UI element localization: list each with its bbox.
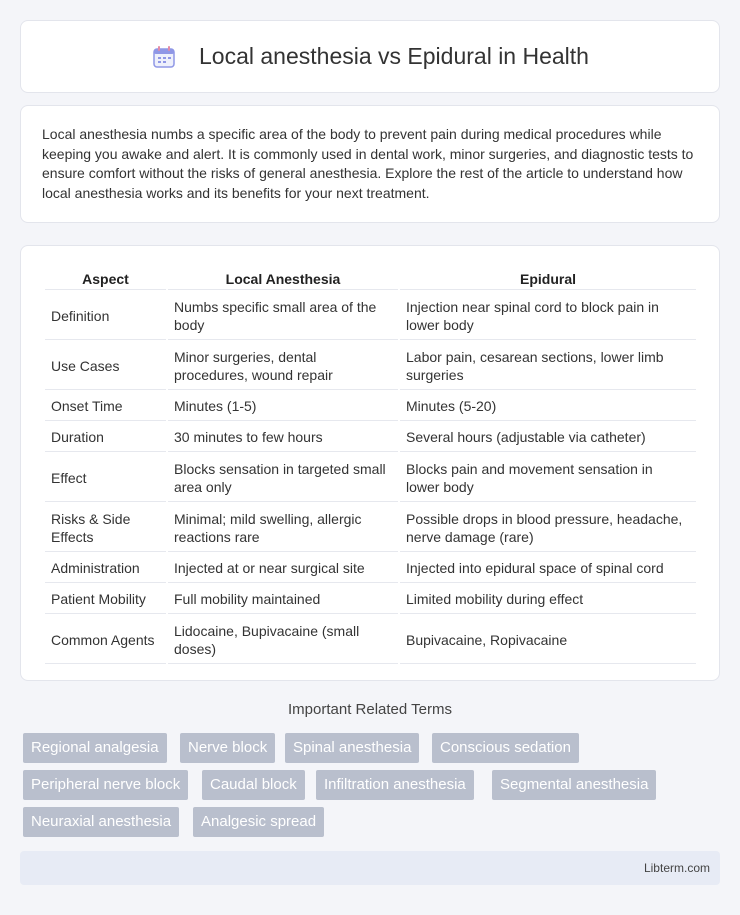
table-row bbox=[45, 342, 696, 390]
footer-site-link[interactable]: Libterm.com bbox=[643, 861, 710, 875]
row-aspect: Onset Time bbox=[45, 392, 166, 421]
row-local: Injected at or near surgical site bbox=[168, 554, 398, 583]
tag-analgesic-spread[interactable]: Analgesic spread bbox=[193, 807, 324, 837]
table-row bbox=[45, 504, 696, 552]
tag-infiltration-anesthesia[interactable]: Infiltration anesthesia bbox=[316, 770, 474, 800]
row-aspect: Use Cases bbox=[45, 342, 166, 390]
page-title: Local anesthesia vs Epidural in Health bbox=[199, 43, 589, 69]
calendar-icon bbox=[151, 44, 177, 70]
header-aspect: Aspect bbox=[45, 266, 166, 290]
related-terms-title: Important Related Terms bbox=[288, 701, 452, 718]
row-epidural: Several hours (adjustable via catheter) bbox=[400, 423, 696, 452]
tag-peripheral-nerve-block[interactable]: Peripheral nerve block bbox=[23, 770, 188, 800]
tag-regional-analgesia[interactable]: Regional analgesia bbox=[23, 733, 167, 763]
intro-text: Local anesthesia numbs a specific area of the body to prevent pain during medical procedures while keeping you awake and alert. It is commonly used in dental work, minor surgeries, and diagnostic tests to ensure comfort without the risks of general anesthesia. Explore the rest of the article to understand how local anesthesia works and its benefits for your next treatment. bbox=[42, 126, 694, 201]
row-aspect: Duration bbox=[45, 423, 166, 452]
table-row bbox=[45, 392, 696, 421]
table-row bbox=[45, 585, 696, 614]
row-epidural: Possible drops in blood pressure, headache, nerve damage (rare) bbox=[400, 504, 696, 552]
title-card bbox=[20, 20, 720, 93]
row-aspect: Administration bbox=[45, 554, 166, 583]
row-local: Minimal; mild swelling, allergic reactions rare bbox=[168, 504, 398, 552]
tag-conscious-sedation[interactable]: Conscious sedation bbox=[432, 733, 579, 763]
table-row bbox=[45, 423, 696, 452]
row-epidural: Injected into epidural space of spinal cord bbox=[400, 554, 696, 583]
row-local: Full mobility maintained bbox=[168, 585, 398, 614]
table-row bbox=[45, 292, 696, 340]
row-epidural: Limited mobility during effect bbox=[400, 585, 696, 614]
row-epidural: Minutes (5-20) bbox=[400, 392, 696, 421]
table-row bbox=[45, 454, 696, 502]
row-aspect: Risks & Side Effects bbox=[45, 504, 166, 552]
comparison-table bbox=[43, 264, 698, 666]
row-aspect: Common Agents bbox=[45, 616, 166, 664]
row-local: Minutes (1-5) bbox=[168, 392, 398, 421]
row-epidural: Labor pain, cesarean sections, lower limb surgeries bbox=[400, 342, 696, 390]
row-aspect: Definition bbox=[45, 292, 166, 340]
tag-nerve-block[interactable]: Nerve block bbox=[180, 733, 275, 763]
row-epidural: Blocks pain and movement sensation in lower body bbox=[400, 454, 696, 502]
row-local: 30 minutes to few hours bbox=[168, 423, 398, 452]
tag-segmental-anesthesia[interactable]: Segmental anesthesia bbox=[492, 770, 656, 800]
row-local: Minor surgeries, dental procedures, wound repair bbox=[168, 342, 398, 390]
row-epidural: Injection near spinal cord to block pain in lower body bbox=[400, 292, 696, 340]
row-local: Lidocaine, Bupivacaine (small doses) bbox=[168, 616, 398, 664]
header-epidural: Epidural bbox=[400, 266, 696, 290]
row-local: Blocks sensation in targeted small area only bbox=[168, 454, 398, 502]
table-header-row bbox=[45, 266, 696, 290]
tag-spinal-anesthesia[interactable]: Spinal anesthesia bbox=[285, 733, 419, 763]
footer bbox=[20, 851, 720, 885]
table-row bbox=[45, 616, 696, 664]
row-epidural: Bupivacaine, Ropivacaine bbox=[400, 616, 696, 664]
row-aspect: Effect bbox=[45, 454, 166, 502]
table-row bbox=[45, 554, 696, 583]
header-local-anesthesia: Local Anesthesia bbox=[168, 266, 398, 290]
row-aspect: Patient Mobility bbox=[45, 585, 166, 614]
intro-card bbox=[20, 105, 720, 223]
comparison-card bbox=[20, 245, 720, 681]
tag-caudal-block[interactable]: Caudal block bbox=[202, 770, 305, 800]
tag-neuraxial-anesthesia[interactable]: Neuraxial anesthesia bbox=[23, 807, 179, 837]
row-local: Numbs specific small area of the body bbox=[168, 292, 398, 340]
